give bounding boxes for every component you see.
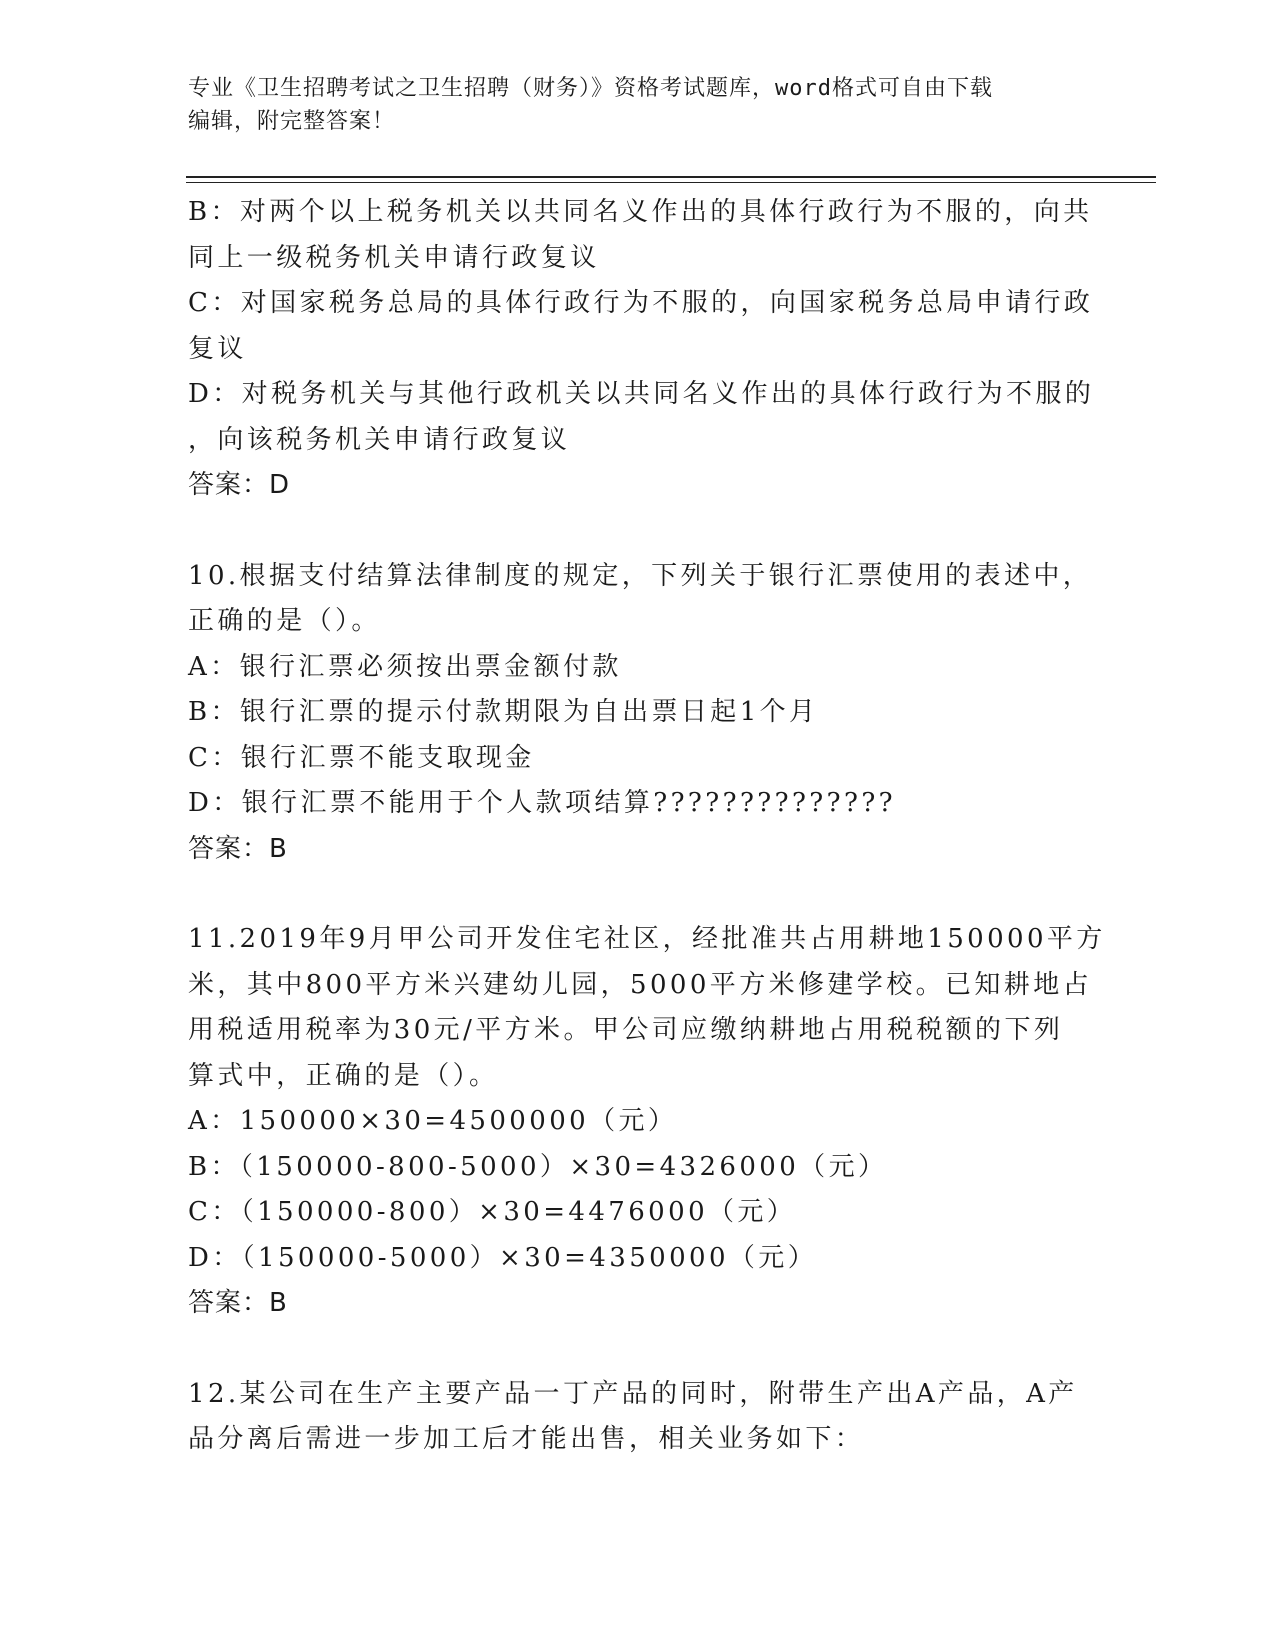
q11-stem-line-2: 米，其中800平方米兴建幼儿园，5000平方米修建学校。已知耕地占: [188, 969, 1092, 1000]
header-line-1: 专业《卫生招聘考试之卫生招聘（财务）》资格考试题库，word格式可自由下载: [188, 76, 993, 101]
q9-option-d-line-2: ，向该税务机关申请行政复议: [188, 424, 571, 455]
spacer: [188, 1327, 1078, 1372]
q9-option-c-line-1: C：对国家税务总局的具体行政行为不服的，向国家税务总局申请行政: [188, 288, 1094, 318]
header-divider-thick: [186, 176, 1156, 178]
header-divider-thin: [186, 182, 1156, 183]
document-header: [188, 72, 1068, 138]
q10-option-c: C：银行汇票不能支取现金: [188, 742, 535, 773]
q11-answer: 答案：B: [188, 1288, 288, 1318]
spacer: [188, 872, 1078, 917]
spacer: [188, 509, 1078, 554]
q10-answer: 答案：B: [188, 833, 288, 864]
q10-option-b: B：银行汇票的提示付款期限为自出票日起1个月: [188, 697, 819, 727]
q11-option-a: A：150000×30=4500000（元）: [188, 1106, 678, 1136]
header-line-2: 编辑，附完整答案！: [188, 109, 396, 134]
question-9-tail: [188, 190, 1095, 509]
q11-stem-line-1: 11.2019年9月甲公司开发住宅社区，经批准共占用耕地150000平方: [188, 924, 1106, 954]
q11-option-d: D：（150000-5000）×30=4350000（元）: [188, 1242, 818, 1273]
question-10: [188, 554, 1093, 873]
q12-stem-line-2: 品分离后需进一步加工后才能出售，相关业务如下：: [188, 1424, 865, 1454]
q9-option-c-line-2: 复议: [188, 333, 247, 364]
q10-option-d: D：银行汇票不能用于个人款项结算??????????????: [188, 788, 896, 818]
q9-option-d-line-1: D：对税务机关与其他行政机关以共同名义作出的具体行政行为不服的: [188, 379, 1095, 409]
q10-stem-line-1: 10.根据支付结算法律制度的规定，下列关于银行汇票使用的表述中，: [188, 560, 1093, 591]
q11-option-c: C：（150000-800）×30=4476000（元）: [188, 1197, 797, 1227]
question-content: [188, 190, 1106, 1463]
question-11: [188, 917, 1106, 1327]
q9-option-b-line-2: 同上一级税务机关申请行政复议: [188, 242, 600, 273]
q11-stem-line-4: 算式中，正确的是（）。: [188, 1060, 499, 1091]
q11-option-b: B：（150000-800-5000）×30=4326000（元）: [188, 1151, 888, 1182]
q9-option-b-line-1: B：对两个以上税务机关以共同名义作出的具体行政行为不服的，向共: [188, 197, 1093, 227]
question-12: [188, 1372, 1078, 1463]
q11-stem-line-3: 用税适用税率为30元/平方米。甲公司应缴纳耕地占用税税额的下列: [188, 1015, 1064, 1045]
q10-option-a: A：银行汇票必须按出票金额付款: [188, 651, 622, 682]
q10-stem-line-2: 正确的是（）。: [188, 606, 381, 636]
q12-stem-line-1: 12.某公司在生产主要产品一丁产品的同时，附带生产出A产品，A产: [188, 1378, 1078, 1409]
q9-answer: 答案：D: [188, 470, 291, 500]
